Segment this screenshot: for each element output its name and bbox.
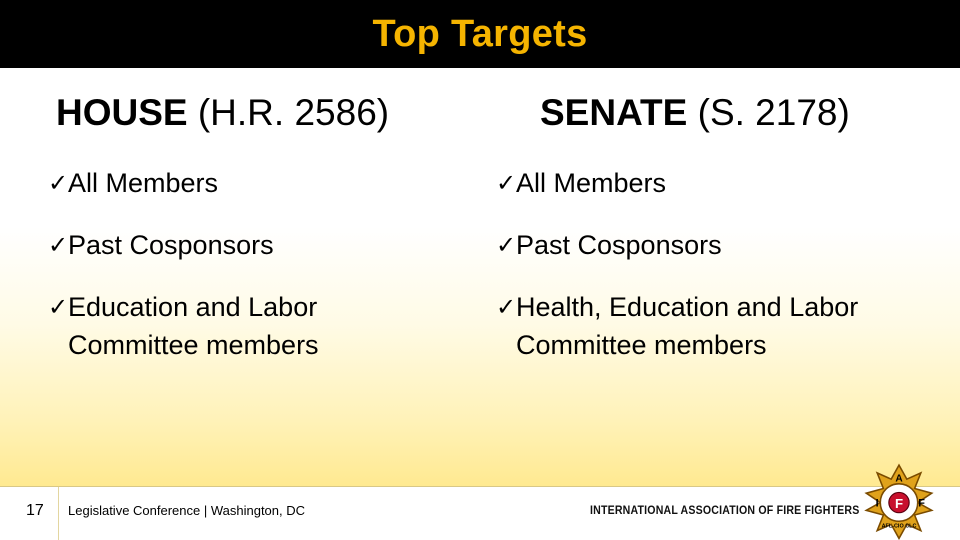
list-item-text: Past Cosponsors [516,230,722,260]
senate-heading-bold: SENATE [540,92,688,133]
check-icon: ✓ [48,169,69,197]
check-icon: ✓ [496,231,517,259]
svg-text:AFL-CIO CLC: AFL-CIO CLC [881,523,917,530]
check-icon: ✓ [496,169,517,197]
iaff-logo-icon [860,462,938,540]
list-item [496,164,936,202]
check-icon: ✓ [496,293,517,321]
house-column [48,92,456,360]
svg-text:A: A [895,473,903,485]
list-item-text: All Members [68,168,219,198]
svg-text:F: F [894,496,904,512]
check-icon: ✓ [48,293,69,321]
list-item [48,288,428,364]
page-number: 17 [26,502,44,519]
list-item [496,288,936,364]
senate-heading [496,92,936,134]
title-bar [0,0,960,68]
list-item-text: Past Cosponsors [68,230,274,260]
list-item-text: Health, Education and Labor Committee members [516,292,859,360]
list-item [496,226,936,264]
slide-title: Top Targets [372,12,588,55]
senate-column [496,92,936,360]
svg-text:F: F [918,497,925,510]
footer [0,486,960,540]
footer-divider [58,487,59,540]
house-heading [56,92,456,134]
senate-target-list [496,164,936,388]
list-item-text: All Members [516,168,667,198]
conference-label: Legislative Conference | Washington, DC [68,503,306,518]
check-icon: ✓ [48,231,69,259]
svg-text:I: I [875,497,879,510]
house-target-list [48,164,428,388]
list-item [48,226,428,264]
senate-heading-bill: (S. 2178) [687,92,850,133]
organization-name: INTERNATIONAL ASSOCIATION OF FIRE FIGHTERS [590,505,860,517]
house-heading-bill: (H.R. 2586) [187,92,390,133]
list-item [48,164,428,202]
house-heading-bold: HOUSE [56,92,188,133]
list-item-text: Education and Labor Committee members [68,292,319,360]
